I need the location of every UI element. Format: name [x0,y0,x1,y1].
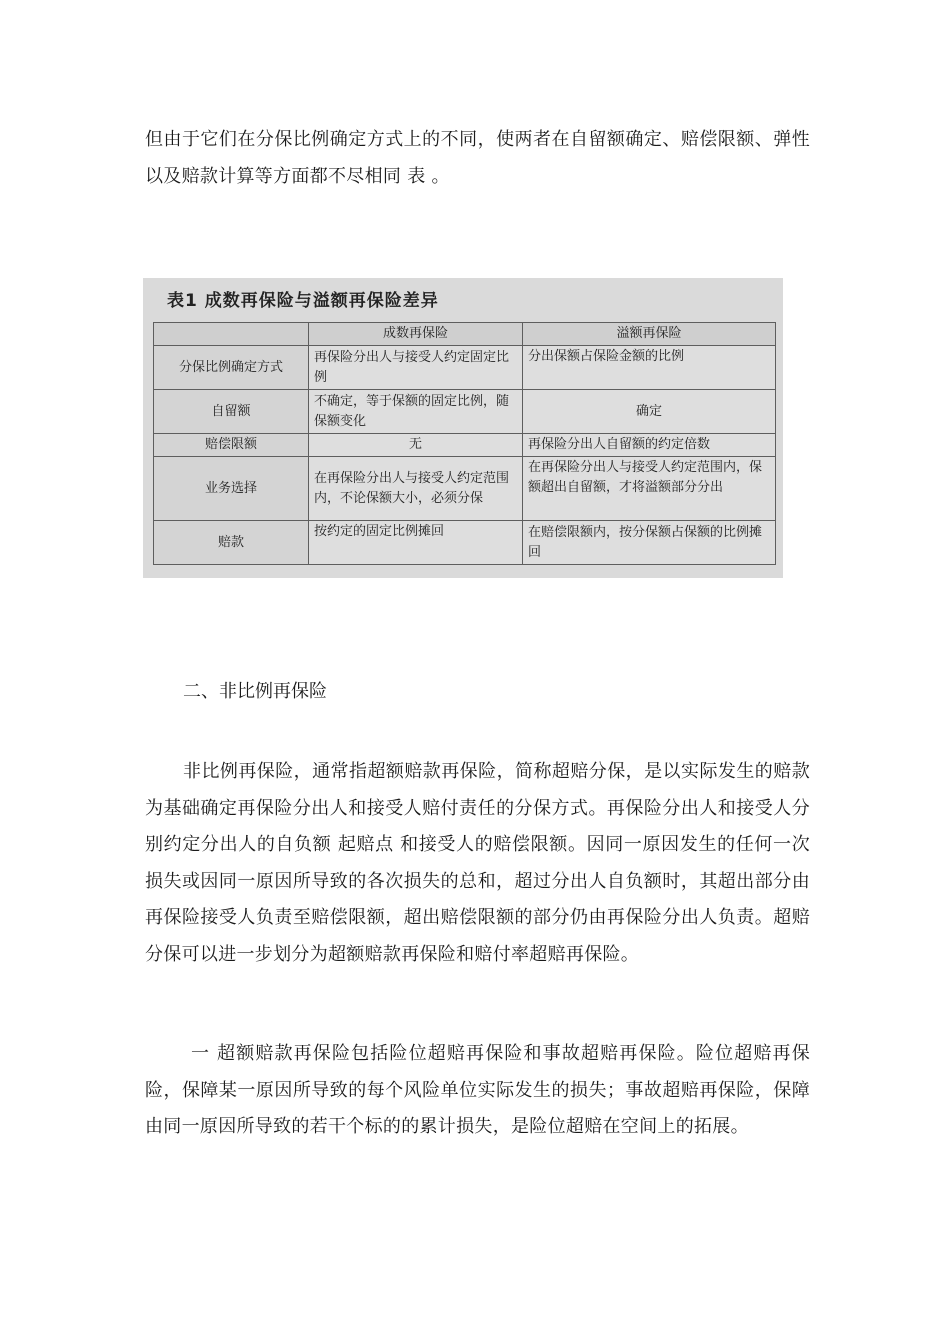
row-label: 赔偿限额 [154,434,309,457]
table-cell: 无 [309,434,523,457]
header-cell: 成数再保险 [309,323,523,346]
table-row [154,457,776,521]
row-label: 自留额 [154,390,309,434]
row-label: 业务选择 [154,457,309,521]
table-row [154,346,776,390]
intro-paragraph: 但由于它们在分保比例确定方式上的不同，使两者在自留额确定、赔偿限额、弹性以及赔款计算等方面都不尽相同 表 。 [145,129,810,187]
header-cell [154,323,309,346]
comparison-table [153,322,776,565]
table-cell: 再保险分出人自留额的约定倍数 [523,434,776,457]
row-label: 赔款 [154,521,309,565]
table-cell: 分出保额占保险金额的比例 [523,346,776,390]
table-title: 表1 成数再保险与溢额再保险差异 [167,291,439,311]
paragraph-non-proportional: 非比例再保险，通常指超额赔款再保险，简称超赔分保，是以实际发生的赔款为基础确定再保险分出人和接受人赔付责任的分保方式。再保险分出人和接受人分别约定分出人的自负额 起赔点 和接受人的赔偿限额。因同一原因发生的任何一次损失或因同一原因所导致的各次损失的总和，超过分出人自负额时，其超出部分由再保险接受人负责至赔偿限额，超出赔偿限额的部分仍由再保险分出人负责。超赔分保可以进一步划分为超额赔款再保险和赔付率超赔再保险。 [145,761,810,965]
paragraph-excess-loss: 一 超额赔款再保险包括险位超赔再保险和事故超赔再保险。险位超赔再保险，保障某一原因所导致的每个风险单位实际发生的损失；事故超赔再保险，保障由同一原因所导致的若干个标的的累计损失，是险位超赔在空间上的拓展。 [145,1043,810,1137]
table-cell: 确定 [523,390,776,434]
table-cell: 在再保险分出人与接受人约定范围内，不论保额大小，必须分保 [309,457,523,521]
table-row [154,521,776,565]
table-row [154,390,776,434]
table-cell: 再保险分出人与接受人约定固定比例 [309,346,523,390]
section-heading: 二、非比例再保险 [183,681,327,702]
table-figure [143,278,783,578]
table-cell: 在再保险分出人与接受人约定范围内，保额超出自留额，才将溢额部分分出 [523,457,776,521]
table-cell: 在赔偿限额内，按分保额占保额的比例摊回 [523,521,776,565]
header-cell: 溢额再保险 [523,323,776,346]
table-header-row [154,323,776,346]
table-row [154,434,776,457]
row-label: 分保比例确定方式 [154,346,309,390]
table-cell: 不确定，等于保额的固定比例，随保额变化 [309,390,523,434]
table-cell: 按约定的固定比例摊回 [309,521,523,565]
